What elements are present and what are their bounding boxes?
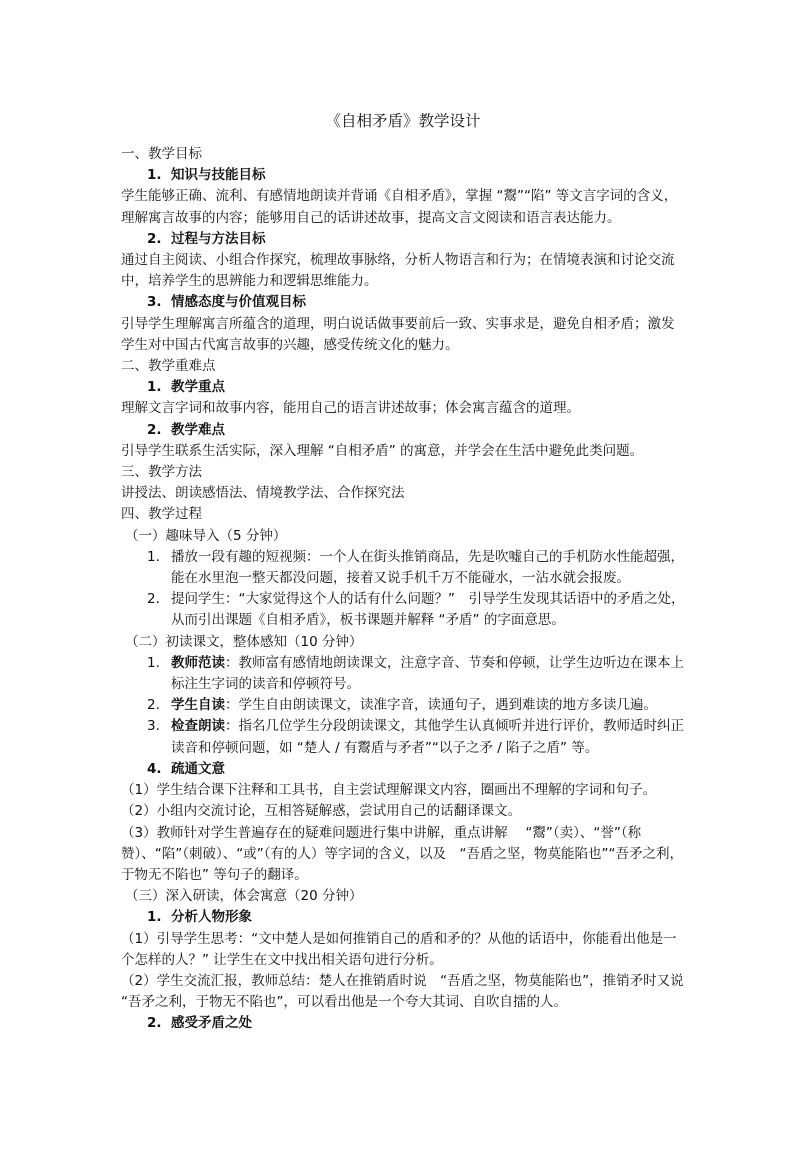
item-text: ：学生自由朗读课文，读准字音，读通句子，遇到难读的地方多读几遍。 (225, 697, 657, 714)
subheading-process (121, 229, 685, 250)
phase-heading-intro: （一）趣味导入（5 分钟） (125, 527, 287, 544)
item-number: 2. (147, 697, 160, 714)
sub-number: 2. (147, 230, 162, 247)
sub-number: 4. (147, 760, 162, 777)
paragraph-methods: 讲授法、朗读感悟法、情境教学法、合作探究法 (121, 485, 405, 502)
subheading-values (121, 292, 685, 313)
subheading-focus (121, 377, 685, 398)
sub-label: 教学重点 (171, 379, 225, 396)
item-number: 2. (147, 591, 160, 608)
sub-number: 1. (147, 167, 162, 184)
sub-number: 2. (147, 421, 162, 438)
list-item (121, 653, 685, 695)
section-heading-methods: 三、教学方法 (121, 464, 202, 481)
sub-number: 3. (147, 294, 162, 311)
item-text: 播放一段有趣的短视频：一个人在街头推销商品，先是吹嘘自己的手机防水性能超强，能在水里泡一整天都没问题，接着又说手机千万不能碰水，一沾水就会报废。 (171, 548, 684, 587)
paragraph-knowledge: 学生能够正确、流利、有感情地朗读并背诵《自相矛盾》，掌握 “鬻”“陷” 等文言字词的含义，理解寓言故事的内容；能够用自己的话讲述故事，提高文言文阅读和语言表达能力。 (121, 188, 678, 226)
sub-label: 分析人物形象 (171, 909, 252, 926)
paragraph-meaning-3: （3）教师针对学生普遍存在的疑难问题进行集中讲解，重点讲解 “鬻”（卖）、“誉”（称赞）、“陷”（刺破）、“或”（有的人）等字词的含义，以及 “吾盾之坚，物莫能陷也”“吾矛之利，于物无不陷也” 等句子的翻译。 (121, 824, 683, 883)
paragraph-character-2: （2）学生交流汇报，教师总结：楚人在推销盾时说 “吾盾之坚，物莫能陷也”，推销矛时又说 “吾矛之利，于物无不陷也”，可以看出他是一个夸大其词、自吹自擂的人。 (121, 972, 684, 1011)
sub-label: 知识与技能目标 (171, 167, 266, 184)
sub-label: 感受矛盾之处 (171, 1015, 252, 1032)
document-title: 《自相矛盾》教学设计 (325, 112, 481, 130)
paragraph-values: 引导学生理解寓言所蕴含的道理，明白说话做事要前后一致、实事求是，避免自相矛盾；激发学生对中国古代寓言故事的兴趣，感受传统文化的魅力。 (121, 315, 675, 353)
sub-label: 过程与方法目标 (171, 230, 266, 247)
list-item (121, 547, 685, 589)
paragraph-difficulty: 引导学生联系生活实际，深入理解 “自相矛盾” 的寓意，并学会在生活中避免此类问题。 (121, 442, 644, 459)
sub-number: 2. (147, 1015, 162, 1032)
section-heading-process: 四、教学过程 (121, 506, 202, 523)
item-body (171, 653, 685, 695)
subheading-difficulty (121, 420, 685, 441)
item-text: 提问学生：“大家觉得这个人的话有什么问题？” 引导学生发现其话语中的矛盾之处，从而引出课题《自相矛盾》，板书课题并解释 “矛盾” 的字面意思。 (171, 591, 685, 629)
paragraph-focus: 理解文言字词和故事内容，能用自己的语言讲述故事；体会寓言蕴含的道理。 (121, 400, 580, 417)
item-number: 1. (147, 548, 160, 565)
section-heading-keypoints: 二、教学重难点 (121, 358, 216, 375)
item-text: ：指名几位学生分段朗读课文，其他学生认真倾听并进行评价，教师适时纠正读音和停顿问题，如 “楚人 / 有鬻盾与矛者”“以子之矛 / 陷子之盾” 等。 (171, 718, 684, 756)
subheading-character (121, 907, 685, 928)
subheading-knowledge (121, 165, 685, 186)
paragraph-process: 通过自主阅读、小组合作探究，梳理故事脉络，分析人物语言和行为；在情境表演和讨论交流中，培养学生的思辨能力和逻辑思维能力。 (121, 252, 675, 290)
item-body (171, 695, 685, 716)
sub-label: 疏通文意 (171, 760, 225, 777)
paragraph-character-1: （1）引导学生思考：“文中楚人是如何推销自己的盾和矛的？从他的话语中，你能看出他是一个怎样的人？” 让学生在文中找出相关语句进行分析。 (121, 930, 677, 968)
paragraph-meaning-2: （2）小组内交流讨论，互相答疑解惑，尝试用自己的话翻译课文。 (121, 803, 522, 820)
item-label: 检查朗读 (171, 718, 225, 735)
sub-label: 情感态度与价值观目标 (171, 294, 306, 311)
item-label: 教师范读 (171, 654, 225, 671)
subheading-contradiction (121, 1013, 685, 1034)
subheading-meaning (121, 759, 685, 780)
list-item (121, 589, 685, 631)
sub-number: 1. (147, 379, 162, 396)
section-heading-goals: 一、教学目标 (121, 146, 202, 162)
phase-heading-first-reading: （二）初读课文，整体感知（10 分钟） (125, 633, 363, 650)
item-number: 1. (147, 654, 160, 671)
item-number: 3. (147, 718, 160, 735)
sub-label: 教学难点 (171, 421, 225, 438)
list-item (121, 695, 685, 716)
item-body (171, 716, 685, 758)
phase-heading-deep-reading: （三）深入研读，体会寓意（20 分钟） (125, 888, 363, 905)
list-item (121, 716, 685, 758)
item-label: 学生自读 (171, 697, 225, 714)
item-text: ：教师富有感情地朗读课文，注意字音、节奏和停顿，让学生边听边在课本上标注生字词的读音和停顿符号。 (171, 654, 684, 693)
sub-number: 1. (147, 909, 162, 926)
paragraph-meaning-1: （1）学生结合课下注释和工具书，自主尝试理解课文内容，圈画出不理解的字词和句子。 (121, 782, 657, 799)
